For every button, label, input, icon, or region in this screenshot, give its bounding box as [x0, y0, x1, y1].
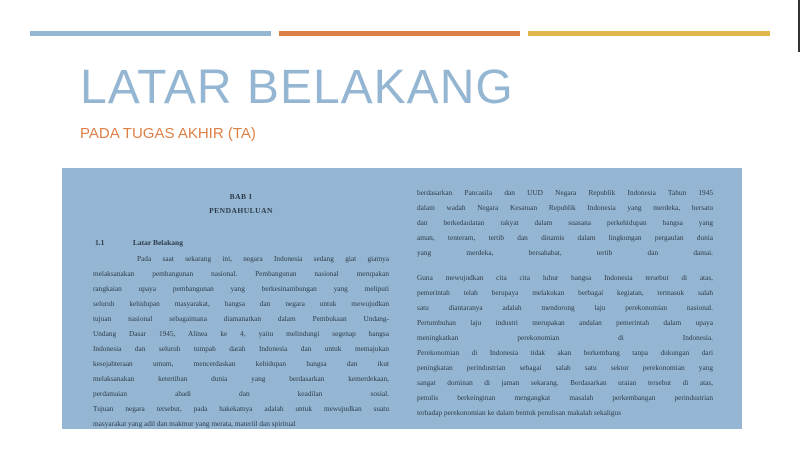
- section-number: 1.1: [95, 238, 105, 247]
- paragraph-line: meningkatkan perekonomian di Indonesia.: [417, 333, 713, 342]
- slide-title: LATAR BELAKANG: [80, 61, 514, 114]
- paragraph-line: Pada saat sekarang ini, negara Indonesia sedang giat giatnya: [137, 254, 389, 263]
- paragraph-line: tujuan nasional sebagaimana diamanatkan dalam Pembukaan Undang-: [93, 314, 389, 323]
- paragraph-line: melaksanakan pembangunan nasional. Pembangunan nasional merupakan: [93, 269, 389, 278]
- paragraph-line: pemerintah telah berupaya melakukan berbagai kegiatan, termasuk salah: [417, 288, 713, 297]
- paragraph-line: Undang Dasar 1945, Alinea ke 4, yaitu melindungi segenap bangsa: [93, 329, 389, 338]
- accent-bar-blue: [30, 31, 271, 36]
- chapter-label: BAB I: [229, 192, 253, 201]
- paragraph-line: peningkatan perindustrian sebagai salah satu sektor perekonomian yang: [417, 363, 713, 372]
- paragraph-line: rangkaian upaya pembangunan yang berkesinambungan yang meliputi: [93, 284, 389, 293]
- paragraph-line: perdamaian abadi dan keadilan sosial.: [93, 389, 389, 398]
- paragraph-line: Pertumbuhan laju industri merupakan andalan pemerintah dalam upaya: [417, 318, 713, 327]
- paragraph-line: Tujuan negara tersebut, pada hakekatnya adalah untuk mewujudkan suatu: [93, 404, 389, 413]
- accent-bar-orange: [279, 31, 520, 36]
- paragraph-line: penulis berkeinginan mengangkat masalah perkembangan perindustrian: [417, 393, 713, 402]
- paragraph-line: masyarakat yang adil dan makmur yang merata, materiil dan spiritual: [93, 419, 296, 428]
- paragraph-line: satu diantaranya adalah mendorong laju perekonomian nasional.: [417, 303, 713, 312]
- paragraph-line: Perekonomian di Indonesia tidak akan berkembang tanpa dukungan dari: [417, 348, 713, 357]
- paragraph-line: dan berkedaulatan rakyat dalam suasana perkehidupan bangsa yang: [417, 218, 713, 227]
- paragraph-line: kesejahteraan umum, mencerdaskan kehidupan bangsa dan ikut: [93, 359, 389, 368]
- paragraph-line: aman, tenteram, tertib dan dinamis dalam lingkungan pergaulan dunia: [417, 233, 713, 242]
- document-image: [62, 168, 742, 429]
- paragraph-line: melaksanakan ketertiban dunia yang berdasarkan kemerdekaan,: [93, 374, 389, 383]
- paragraph-line: Guna mewujudkan cita cita luhur bangsa Indonesia tersebut di atas,: [417, 273, 713, 282]
- paragraph-line: berdasarkan Pancasila dan UUD Negara Republik Indonesia Tahun 1945: [417, 188, 713, 197]
- paragraph-line: seluruh kehidupan masyarakat, bangsa dan negara untuk mewujudkan: [93, 299, 389, 308]
- paragraph-line: sangat dominan di jaman sekarang. Berdasarkan uraian tersebut di atas,: [417, 378, 713, 387]
- slide-subtitle: PADA TUGAS AKHIR (TA): [80, 125, 256, 142]
- paragraph-line: Indonesia dan seluruh tumpah darah Indonesia dan untuk memajukan: [93, 344, 389, 353]
- accent-bar-gold: [528, 31, 770, 36]
- paragraph-line: dalam wadah Negara Kesatuan Republik Indonesia yang merdeka, bersatu: [417, 203, 713, 212]
- section-title: Latar Belakang: [132, 238, 183, 247]
- paragraph-line: yang merdeka, bersahabat, tertib dan damai.: [417, 248, 713, 257]
- section-heading: [95, 238, 183, 247]
- paragraph-line: terhadap perekonomian ke dalam bentuk penulisan makalah sekaligus: [417, 408, 622, 417]
- chapter-title: PENDAHULUAN: [209, 206, 273, 215]
